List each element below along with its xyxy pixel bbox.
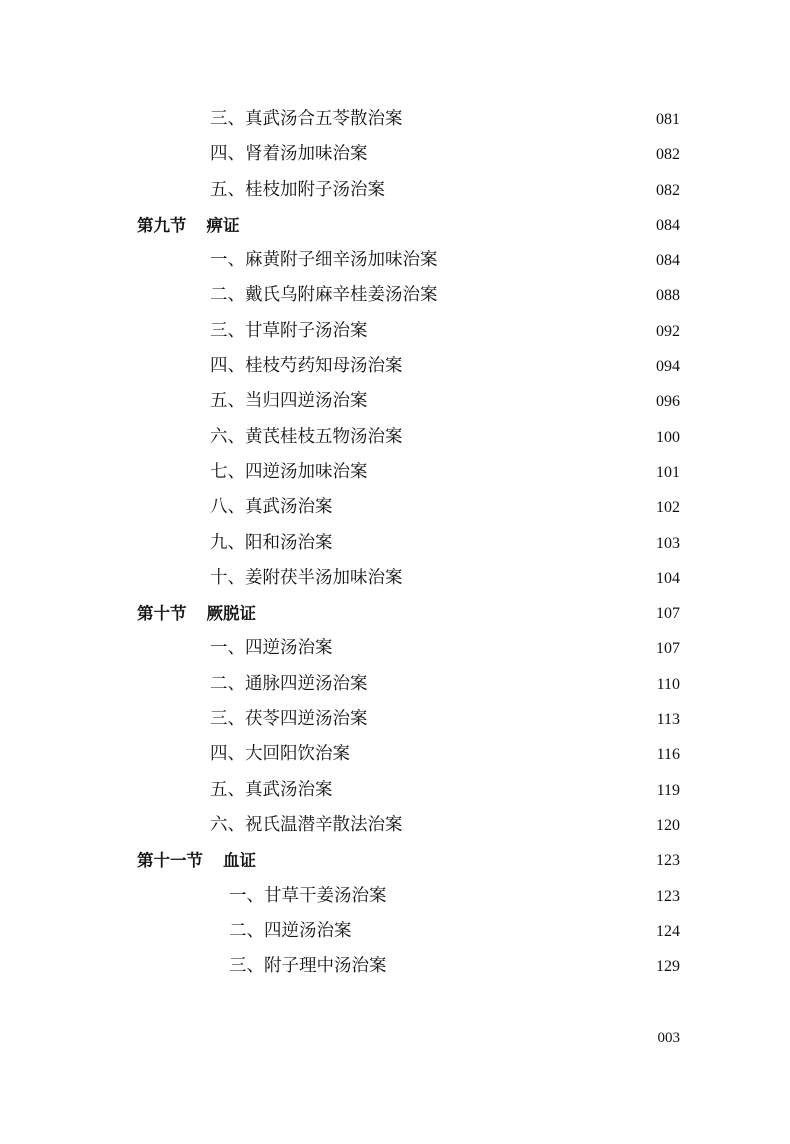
toc-entry-title: 六、祝氏温潜辛散法治案	[210, 814, 403, 835]
toc-section-heading	[137, 596, 256, 631]
toc-page-number: 094	[656, 358, 680, 376]
toc-entry-row	[0, 702, 790, 737]
toc-entry-row	[0, 631, 790, 666]
toc-entry-row	[0, 420, 790, 455]
toc-page-number: 129	[656, 958, 680, 976]
toc-entry-row	[0, 561, 790, 596]
toc-section-heading	[137, 208, 240, 243]
toc-entry-title: 三、附子理中汤治案	[229, 956, 387, 977]
toc-entry-title: 一、麻黄附子细辛汤加味治案	[210, 250, 438, 271]
toc-section-number: 第九节	[137, 215, 187, 235]
toc-entry-row	[0, 455, 790, 490]
toc-section-row	[0, 208, 790, 243]
toc-page-number: 082	[656, 181, 680, 199]
toc-entry-row	[0, 949, 790, 984]
table-of-contents	[0, 102, 790, 984]
toc-page-number: 120	[656, 816, 680, 834]
toc-entry-title: 四、大回阳饮治案	[210, 744, 350, 765]
toc-page-number: 101	[656, 463, 680, 481]
toc-page-number: 096	[656, 393, 680, 411]
toc-page-number: 088	[656, 287, 680, 305]
toc-entry-row	[0, 137, 790, 172]
toc-entry-title: 一、四逆汤治案	[210, 638, 333, 659]
toc-entry-row	[0, 667, 790, 702]
toc-section-row	[0, 843, 790, 878]
toc-entry-title: 五、真武汤治案	[210, 779, 333, 800]
toc-entry-title: 一、甘草干姜汤治案	[229, 885, 387, 906]
toc-page-number: 081	[656, 111, 680, 128]
toc-section-row	[0, 596, 790, 631]
toc-entry-title: 十、姜附茯半汤加味治案	[210, 567, 403, 588]
toc-page-number: 113	[656, 711, 680, 729]
toc-section-heading	[137, 843, 256, 878]
toc-page-number: 110	[656, 675, 680, 693]
toc-entry-title: 五、当归四逆汤治案	[210, 391, 368, 412]
toc-entry-row	[0, 490, 790, 525]
toc-entry-title: 三、真武汤合五苓散治案	[210, 109, 403, 129]
toc-page-number: 104	[656, 569, 680, 587]
toc-entry-row	[0, 243, 790, 278]
toc-section-number: 第十节	[137, 604, 187, 624]
toc-section-title: 血证	[223, 851, 256, 871]
toc-page-number: 084	[656, 252, 680, 270]
toc-page-number: 123	[656, 852, 680, 870]
toc-section-title: 厥脱证	[206, 604, 256, 624]
toc-page-number: 092	[656, 322, 680, 340]
toc-page-number: 107	[656, 605, 680, 623]
toc-entry-title: 七、四逆汤加味治案	[210, 461, 368, 482]
toc-page-number: 103	[656, 534, 680, 552]
toc-entry-row	[0, 526, 790, 561]
toc-entry-title: 八、真武汤治案	[210, 497, 333, 518]
toc-entry-title: 三、甘草附子汤治案	[210, 320, 368, 341]
toc-entry-row	[0, 879, 790, 914]
toc-entry-title: 二、通脉四逆汤治案	[210, 673, 368, 694]
toc-entry-row	[0, 349, 790, 384]
toc-page-number: 084	[656, 216, 680, 234]
toc-entry-title: 四、桂枝芍药知母汤治案	[210, 356, 403, 377]
toc-entry-title: 二、四逆汤治案	[229, 920, 352, 941]
toc-entry-row	[0, 737, 790, 772]
toc-page-number: 102	[656, 499, 680, 517]
toc-entry-row	[0, 102, 790, 137]
toc-page-number: 107	[656, 640, 680, 658]
toc-page-number: 124	[656, 922, 680, 940]
toc-entry-row	[0, 808, 790, 843]
toc-entry-title: 五、桂枝加附子汤治案	[210, 179, 385, 200]
toc-entry-title: 三、茯苓四逆汤治案	[210, 709, 368, 730]
toc-section-number: 第十一节	[137, 851, 203, 871]
toc-entry-title: 二、戴氏乌附麻辛桂姜汤治案	[210, 285, 438, 306]
toc-page-number: 100	[656, 428, 680, 446]
page-number: 003	[657, 1030, 680, 1046]
toc-page-number: 116	[656, 746, 680, 764]
toc-page-number: 123	[656, 887, 680, 905]
toc-entry-row	[0, 278, 790, 313]
toc-entry-row	[0, 773, 790, 808]
toc-entry-row	[0, 173, 790, 208]
toc-entry-title: 四、肾着汤加味治案	[210, 144, 368, 165]
toc-entry-row	[0, 914, 790, 949]
toc-entry-row	[0, 384, 790, 419]
toc-entry-row	[0, 314, 790, 349]
toc-entry-title: 九、阳和汤治案	[210, 532, 333, 553]
toc-entry-title: 六、黄芪桂枝五物汤治案	[210, 426, 403, 447]
toc-page-number: 119	[656, 781, 680, 799]
toc-page-number: 082	[656, 146, 680, 164]
toc-section-title: 痹证	[206, 215, 240, 235]
